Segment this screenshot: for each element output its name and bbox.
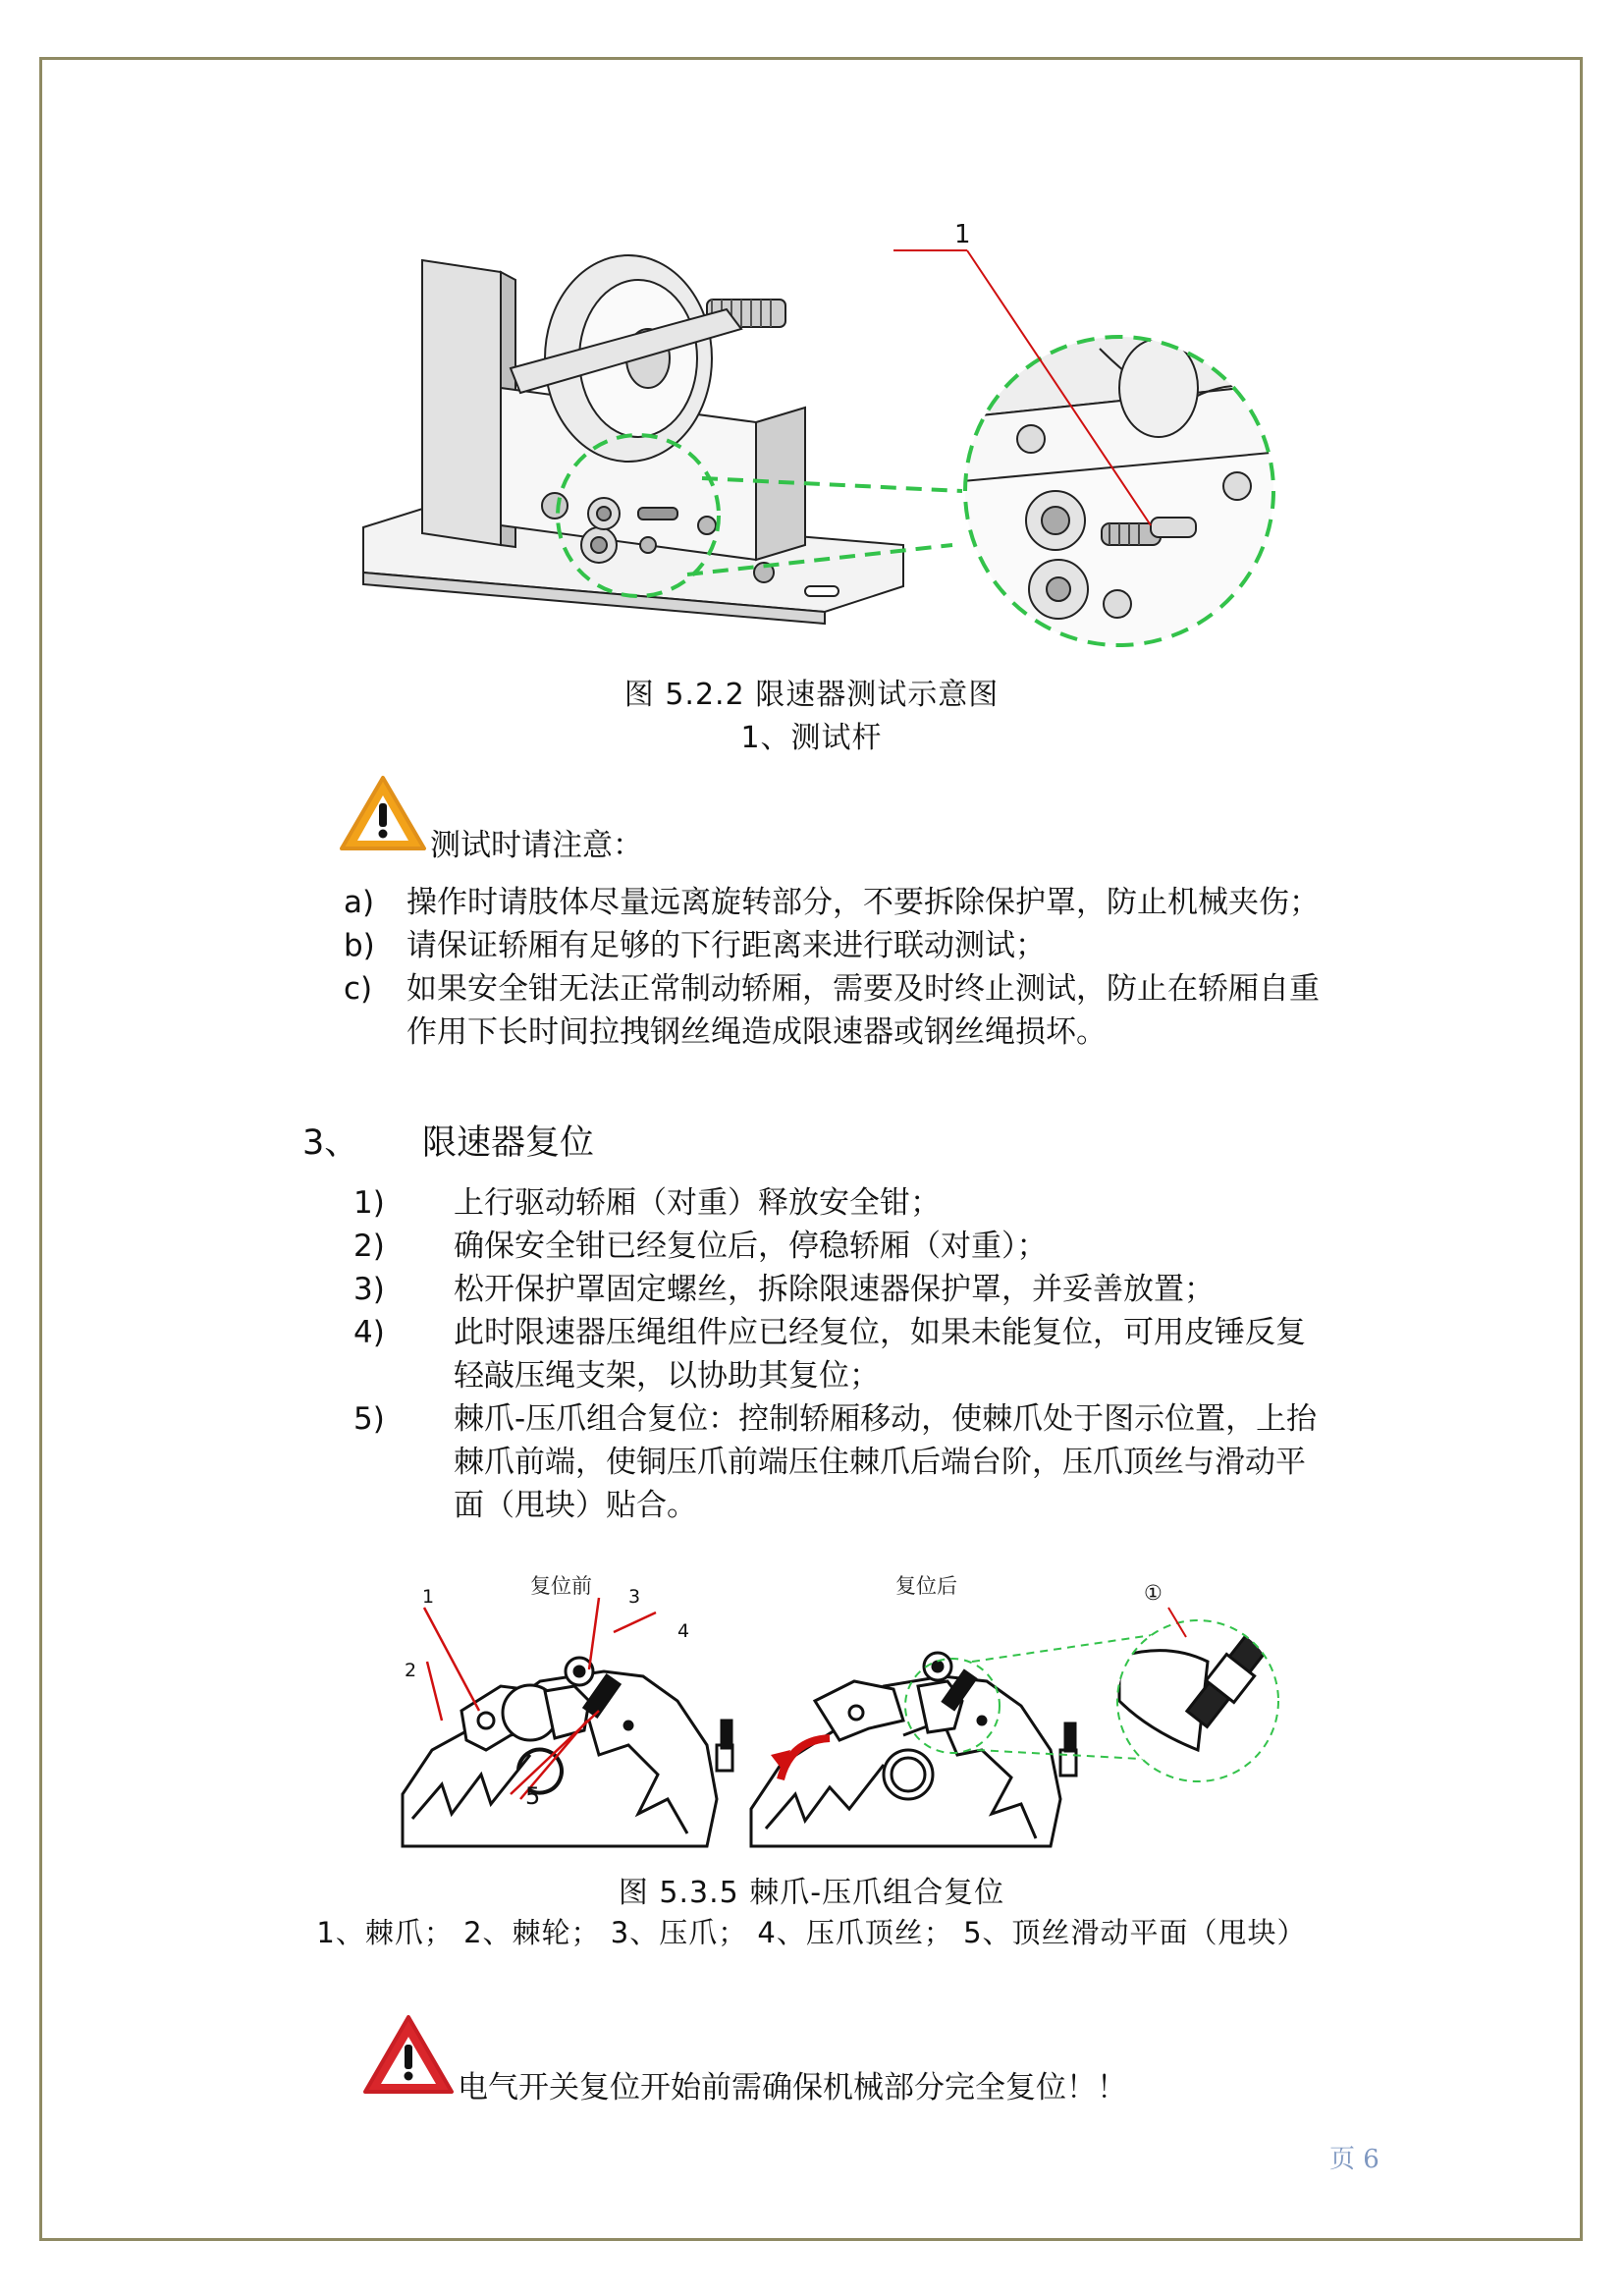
- section3-number: 3、: [302, 1123, 359, 1163]
- step-1-marker: 1): [353, 1185, 385, 1221]
- page-number: 页 6: [1329, 2145, 1380, 2174]
- step-2-text: 确保安全钳已经复位后，停稳轿厢（对重）；: [454, 1229, 1048, 1264]
- before-label: 复位前: [530, 1574, 592, 1598]
- figure1-caption: 图 5.2.2 限速器测试示意图: [623, 678, 1000, 712]
- figure2-legend: 1、棘爪； 2、棘轮； 3、压爪； 4、压爪顶丝； 5、顶丝滑动平面（甩块）: [316, 1916, 1307, 1949]
- governor-body: [422, 255, 805, 582]
- warning2-text: 电气开关复位开始前需确保机械部分完全复位！！: [458, 2070, 1127, 2105]
- figure-speed-governor-test: [353, 221, 1375, 653]
- step-5-text-line3: 面（甩块）贴合。: [454, 1488, 697, 1523]
- step-4-text-line2: 轻敲压绳支架，以协助其复位；: [454, 1358, 880, 1394]
- callout-1-label: 1: [954, 221, 971, 249]
- warning1-marker-c: c): [344, 971, 373, 1007]
- callout-3: 3: [628, 1586, 641, 1608]
- step-4-text-line1: 此时限速器压绳组件应已经复位，如果未能复位，可用皮锤反复: [454, 1315, 1306, 1350]
- warning1-item-c-line2: 作用下长时间拉拽钢丝绳造成限速器或钢丝绳损坏。: [406, 1014, 1107, 1050]
- step-1-text: 上行驱动轿厢（对重）释放安全钳；: [454, 1185, 941, 1221]
- step-5-text-line2: 棘爪前端，使铜压爪前端压住棘爪后端台阶，压爪顶丝与滑动平: [454, 1445, 1306, 1480]
- figure2-caption: 图 5.3.5 棘爪-压爪组合复位: [618, 1876, 1005, 1910]
- warning1-title: 测试时请注意：: [430, 828, 643, 863]
- step-2-marker: 2): [353, 1229, 385, 1264]
- warning-icon: [361, 2013, 456, 2096]
- warning1-marker-b: b): [344, 928, 375, 963]
- callout-2: 2: [405, 1660, 417, 1681]
- step-3-text: 松开保护罩固定螺丝，拆除限速器保护罩，并妥善放置；: [454, 1272, 1215, 1307]
- section3-title: 限速器复位: [422, 1123, 595, 1163]
- warning1-item-b: 请保证轿厢有足够的下行距离来进行联动测试；: [406, 928, 1046, 963]
- callout-4: 4: [677, 1620, 690, 1642]
- warning1-item-a: 操作时请肢体尽量远离旋转部分，不要拆除保护罩，防止机械夹伤；: [406, 885, 1320, 920]
- step-3-marker: 3): [353, 1272, 385, 1307]
- step-4-marker: 4): [353, 1315, 385, 1350]
- after-label: 复位后: [895, 1574, 957, 1598]
- detail-zoom: [943, 314, 1335, 653]
- warning1-item-c-line1: 如果安全钳无法正常制动轿厢，需要及时终止测试，防止在轿厢自重: [406, 971, 1320, 1007]
- figure-pawl-reset: [393, 1563, 1325, 1858]
- step-5-text-line1: 棘爪-压爪组合复位：控制轿厢移动，使棘爪处于图示位置，上抬: [454, 1401, 1318, 1437]
- callout-1: 1: [422, 1586, 435, 1608]
- figure1-subcaption: 1、测试杆: [740, 721, 883, 755]
- before-diagram: [403, 1658, 732, 1846]
- callout-5: 5: [525, 1782, 541, 1810]
- warning1-marker-a: a): [344, 885, 375, 920]
- warning-icon: [338, 774, 428, 852]
- step-5-marker: 5): [353, 1401, 385, 1437]
- detail-callout-1: ①: [1144, 1581, 1163, 1605]
